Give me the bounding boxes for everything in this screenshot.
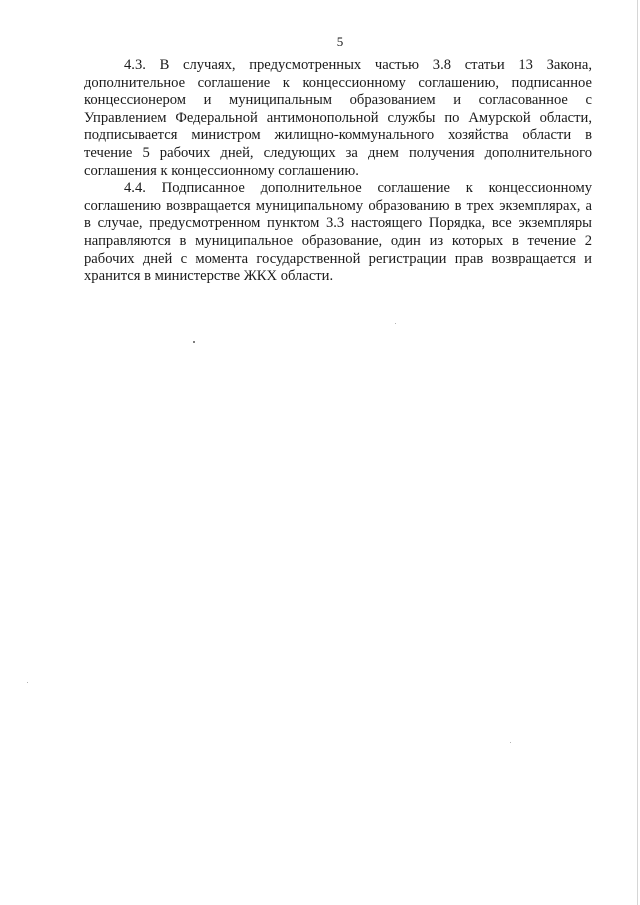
page-number: 5 xyxy=(336,34,344,49)
scan-speck xyxy=(510,742,511,743)
scan-speck xyxy=(395,323,396,324)
paragraph-4-4: 4.4. Подписанное дополнительное соглашение к концессионному соглашению возвращается муниципальному образованию в трех экземплярах, а в случае, предусмотренном пунктом 3.3 настоящего Порядка, все экземпляры направляются в муниципальное образование, один из которых в течение 2 рабочих дней с момента государственной регистрации прав возвращается и хранится в министерстве ЖКХ области. xyxy=(84,180,592,285)
scan-edge xyxy=(637,0,638,905)
scan-speck xyxy=(27,682,28,683)
paragraph-4-3: 4.3. В случаях, предусмотренных частью 3.8 статьи 13 Закона, дополнительное соглашение к концессионному соглашению, подписанное концессионером и муниципальным образованием и согласованное с Управлением Федеральной антимонопольной службы по Амурской области, подписывается министром жилищно-коммунального хозяйства области в течение 5 рабочих дней, следующих за днем получения дополнительного соглашения к концессионному соглашению. xyxy=(84,57,592,179)
scan-speck xyxy=(193,341,195,343)
document-body xyxy=(84,57,592,286)
